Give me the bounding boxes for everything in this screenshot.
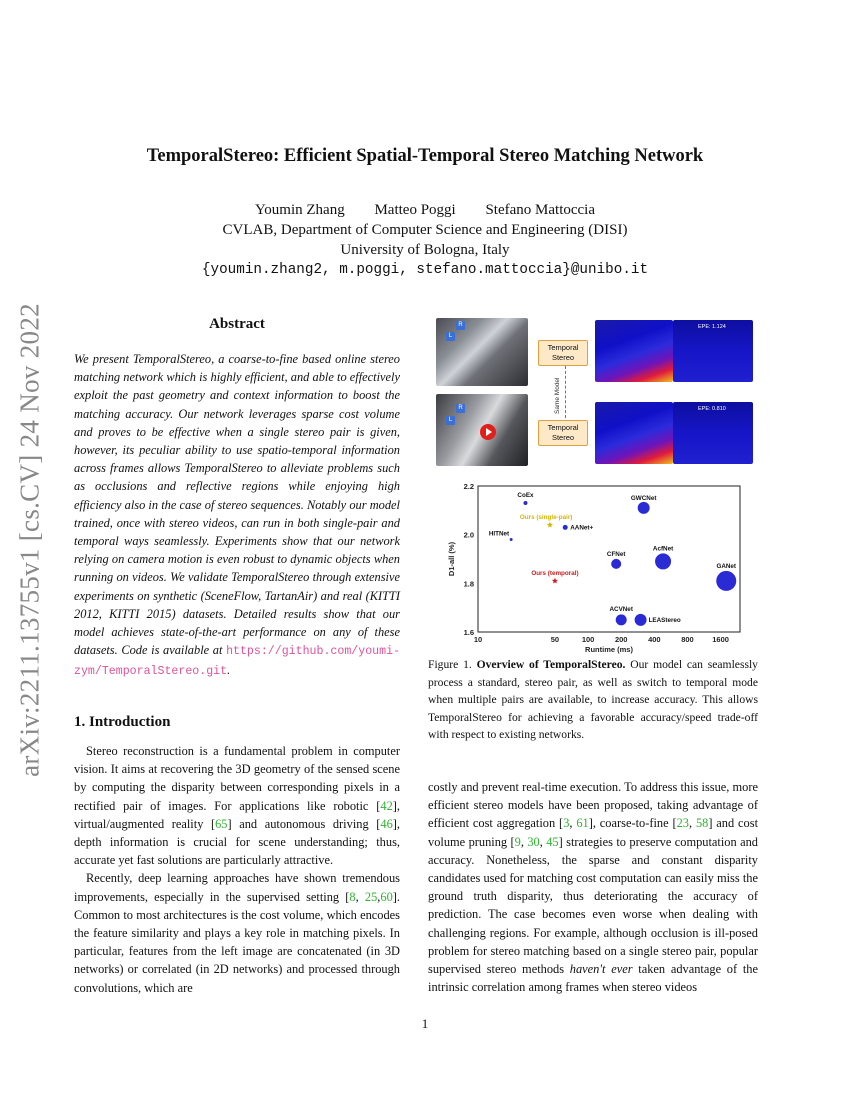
- arxiv-sidebar: [10, 290, 50, 790]
- data-point: [510, 538, 513, 541]
- temporal-stereo-tag-2: Temporal Stereo: [538, 420, 588, 446]
- x-tick-label: 400: [648, 635, 661, 644]
- code-link[interactable]: https://github.com/youmi-zym/TemporalStereo.git: [74, 645, 400, 679]
- stereo-pair-image: [436, 318, 528, 386]
- data-point-label: AcfNet: [652, 545, 674, 553]
- author-emails: {youmin.zhang2, m.poggi, stefano.mattoccia}@unibo.it: [201, 262, 649, 278]
- data-point-label: Ours (temporal): [531, 569, 579, 577]
- dashed-connector: [565, 366, 566, 418]
- data-point: [563, 525, 568, 530]
- data-point-label: GWCNet: [630, 494, 657, 502]
- figure-1: [428, 316, 758, 654]
- x-tick-label: 100: [581, 635, 595, 644]
- data-point-label: LEAStereo: [648, 616, 681, 624]
- x-tick-label: 50: [550, 635, 560, 644]
- author-1: Youmin Zhang: [254, 202, 345, 218]
- x-tick-label: 1600: [712, 635, 729, 644]
- arxiv-id: arXiv:2211.13755v1 [cs.CV] 24 Nov 2022: [14, 303, 45, 777]
- page-number: 1: [421, 1016, 429, 1031]
- same-model-label: Same Model: [554, 377, 561, 414]
- data-point-label: Ours (single-pair): [519, 513, 573, 521]
- runtime-accuracy-chart: [428, 476, 758, 656]
- intro-paragraph-2: Recently, deep learning approaches have shown tremendous improvements, especially in the supervised setting [8, 25,60]. Common to most architectures is the cost volume, which encodes the feature similarity and plays a key role in matching pixels. In particular, features from the left image are concatenated (in 3D networks) or correlated (in 2D networks) and processed through convolutions, which are: [74, 871, 401, 995]
- epe-single: EPE: 1.124: [698, 324, 726, 330]
- data-point-label: ACVNet: [609, 605, 633, 613]
- x-tick-label: 800: [681, 635, 694, 644]
- author-block: [0, 200, 850, 280]
- paper-title: TemporalStereo: Efficient Spatial-Temporal Stereo Matching Network: [146, 146, 704, 166]
- temporal-stereo-tag-1: Temporal Stereo: [538, 340, 588, 366]
- intro-paragraph-1: Stereo reconstruction is a fundamental problem in computer vision. It aims at recovering the 3D geometry of the sensed scene by computing the disparity between corresponding pixels in a rectified pair of images. For applications like robotic [42], virtual/augmented reality [65] and autonomous driving [46], depth information is crucial for scene understanding; thus, accurate yet fast solutions are particularly attractive.: [74, 744, 400, 868]
- citation[interactable]: 8: [349, 889, 356, 904]
- affiliation-univ: University of Bologna, Italy: [340, 242, 510, 258]
- epe-temporal: EPE: 0.810: [698, 406, 726, 412]
- author-2: Matteo Poggi: [374, 202, 456, 218]
- citation[interactable]: 25: [364, 889, 378, 904]
- x-tick-label: 10: [473, 635, 483, 644]
- affiliation-dept: CVLAB, Department of Computer Science and Engineering (DISI): [222, 222, 628, 238]
- intro-heading: 1. Introduction: [74, 714, 171, 730]
- data-point-label: AANet+: [570, 524, 594, 532]
- data-point-label: HITNet: [488, 530, 510, 538]
- y-tick-label: 2.2: [463, 482, 474, 491]
- abstract-end: .: [227, 663, 231, 678]
- right-view-badge: R: [456, 321, 465, 330]
- left-view-badge: L: [446, 332, 455, 341]
- citation[interactable]: 42: [380, 798, 393, 813]
- author-3: Stefano Mattoccia: [485, 202, 596, 218]
- citation[interactable]: 9: [514, 834, 521, 849]
- data-point: [635, 614, 647, 626]
- author-names: [0, 200, 850, 220]
- citation[interactable]: 46: [380, 816, 393, 831]
- citation[interactable]: 61: [576, 816, 589, 831]
- caption-body: Our model can seamlessly process a standard, stereo pair, as well as switch to temporal mode when multiple pairs are available, to increase accuracy. This allows TemporalStereo for achieving a favorable accuracy/speed trade-off with respect to existing networks.: [428, 658, 758, 741]
- disparity-map-single: [595, 320, 673, 382]
- y-tick-label: 2.0: [463, 530, 474, 540]
- y-axis-label: D1-all (%): [447, 541, 456, 577]
- x-tick-label: 200: [614, 635, 628, 644]
- citation[interactable]: 3: [563, 816, 570, 831]
- abstract-text: [74, 350, 400, 682]
- data-point: [638, 502, 650, 514]
- abstract-heading: Abstract: [209, 316, 265, 332]
- caption-title: Overview of TemporalStereo.: [476, 658, 626, 671]
- right-video-badge: R: [456, 404, 465, 413]
- citation[interactable]: 60: [380, 889, 393, 904]
- abstract-body: We present TemporalStereo, a coarse-to-fine based online stereo matching network which is highly efficient, and able to effectively exploit the past geometry and context information to boost the matching accuracy. Our network leverages sparse cost volume and proves to be effective when a single stereo pair is given, however, its peculiar ability to use spatio-temporal information across frames allows TemporalStereo to alleviate problems such as occlusions and reflective regions while enjoying high efficiency also in the case of stereo sequences. Notably our model trained, once with stereo videos, can run in both single-pair and temporal ways seamlessly. Experiments show that our network relying on camera motion is even robust to dynamic objects when running on videos. We validate TemporalStereo through extensive experiments on synthetic (SceneFlow, TartanAir) and real (KITTI 2012, KITTI 2015) datasets. Detailed results show that our model achieves state-of-the-art performance on any of these datasets. Code is available at: [74, 352, 400, 658]
- chart-axes: [447, 482, 740, 654]
- x-axis-label: Runtime (ms): [585, 645, 633, 654]
- y-tick-label: 1.8: [463, 579, 474, 589]
- figure-1-caption: [428, 656, 758, 744]
- left-video-badge: L: [446, 416, 455, 425]
- citation[interactable]: 58: [695, 816, 709, 831]
- data-point-label: CoEx: [517, 492, 534, 500]
- y-tick-label: 1.6: [463, 628, 474, 637]
- data-point: [716, 571, 736, 591]
- caption-label: Figure 1.: [428, 658, 472, 671]
- citation[interactable]: 65: [215, 816, 228, 831]
- left-column-text: [74, 742, 400, 997]
- citation[interactable]: 23: [676, 816, 689, 831]
- data-point: [616, 614, 627, 625]
- data-point: [655, 553, 671, 569]
- citation[interactable]: 45: [546, 834, 559, 849]
- play-icon: [480, 424, 496, 440]
- data-point-label: GANet: [716, 562, 737, 570]
- intro-paragraph-3: costly and prevent real-time execution. To address this issue, more efficient stereo models have been proposed, taking advantage of efficient cost aggregation [3, 61], coarse-to-fine [23, 58] and cost volume pruning [9, 30, 45] strategies to preserve computation and accuracy. Nonetheless, the sparse and constant disparity candidates used for matching cost computation can easily miss the ground truth disparity, thus deteriorating the accuracy of prediction. The case becomes even worse when dealing with challenging regions. For example, although occlusion is ill-posed problem for stereo matching based on a single stereo pair, popular supervised stereo methods haven't ever taken advantage of the intrinsic correlation among frames when stereo videos: [428, 780, 759, 995]
- data-point: [611, 559, 621, 569]
- data-point-label: CFNet: [606, 550, 626, 558]
- data-point: [523, 501, 527, 505]
- disparity-map-temporal: [595, 402, 673, 464]
- citation[interactable]: 30: [527, 834, 540, 849]
- right-column-text: [428, 778, 758, 996]
